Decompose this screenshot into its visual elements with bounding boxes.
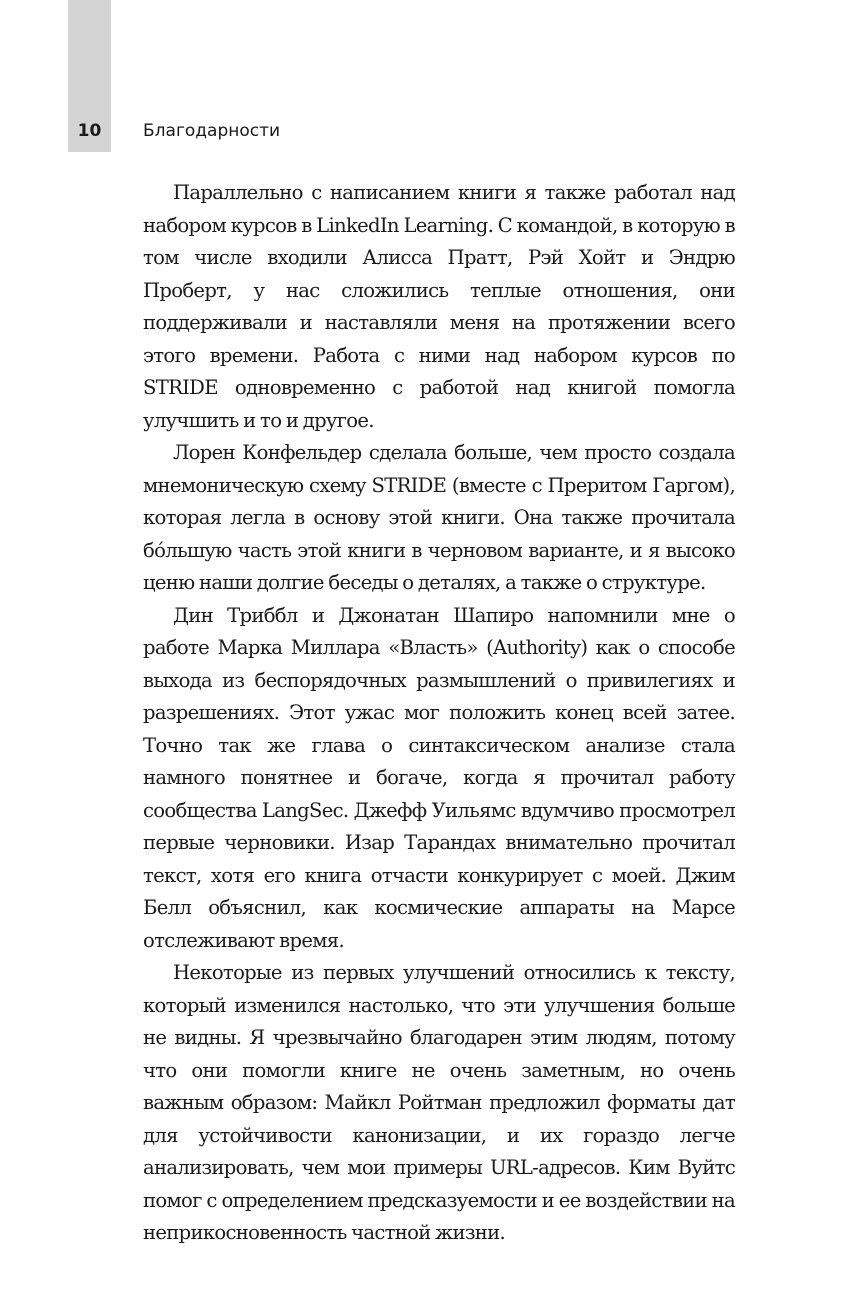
page-number: 10 bbox=[77, 121, 102, 141]
paragraph: Дин Триббл и Джонатан Шапиро напомнили мне о работе Марка Миллара «Власть» (Authority) как о способе выхода из беспорядочных размышлений о привилегиях и разрешениях. Этот ужас мог положить конец всей затее. Точно так же глава о синтаксическом анализе стала намного понятнее и богаче, когда я прочитал работу сообщества LangSec. Джефф Уильямс вдумчиво просмотрел первые черновики. Изар Тарандах внимательно прочитал текст, хотя его книга отчасти конкурирует с моей. Джим Белл объяснил, как космические аппараты на Марсе отслеживают время. bbox=[143, 603, 735, 952]
paragraph: Некоторые из первых улучшений относились к тексту, который изменился настолько, что эти улучшения больше не видны. Я чрезвычайно благодарен этим людям, потому что они помогли книге не очень заметным, но очень важным образом: Майкл Ройтман предложил форматы дат для устойчивости канонизации, и их гораздо легче анализировать, чем мои примеры URL-адресов. Ким Вуйтс помог с определением предсказуемости и ее воздействии на неприкосновенность частной жизни. bbox=[143, 961, 735, 1244]
paragraph: Параллельно с написанием книги я также работал над набором курсов в LinkedIn Learning. С командой, в которую в том числе входили Алисса Пратт, Рэй Хойт и Эндрю Проберт, у нас сложились теплые отношения, они поддерживали и наставляли меня на протяжении всего этого времени. Работа с ними над набором курсов по STRIDE одновременно с работой над книгой помогла улучшить и то и другое. bbox=[143, 181, 735, 432]
running-head: Благодарности bbox=[143, 121, 281, 141]
body-text bbox=[143, 177, 735, 1250]
paragraph: Лорен Конфельдер сделала больше, чем просто создала мнемоническую схему STRIDE (вместе с Преритом Гаргом), которая легла в основу этой книги. Она также прочитала бо́льшую часть этой книги в черновом варианте, и я высоко ценю наши долгие беседы о деталях, а также о структуре. bbox=[143, 441, 735, 594]
